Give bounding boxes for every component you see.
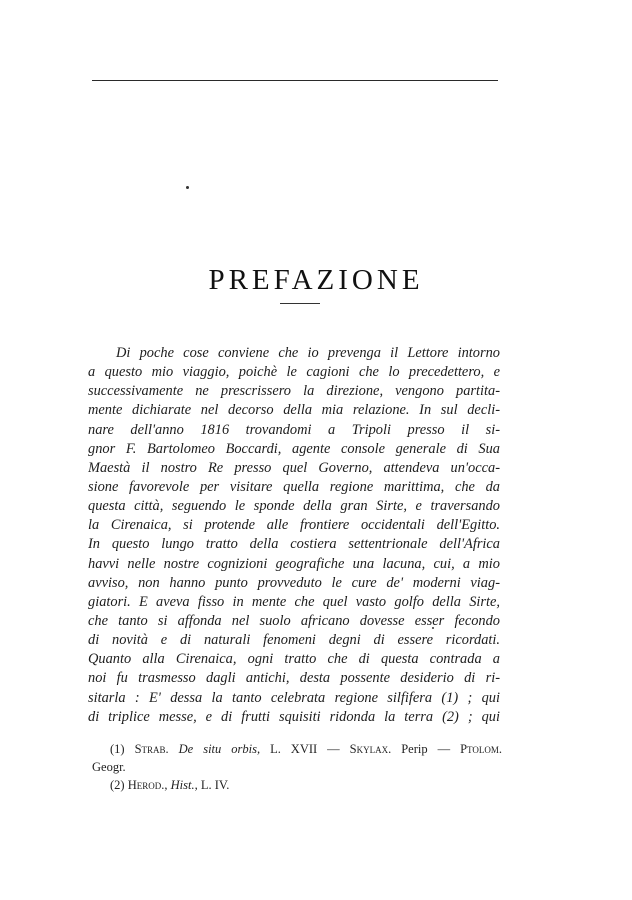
text-line: di triplice messe, e di frutti squisiti ridonda la terra (2) ; qui xyxy=(88,708,500,725)
text-line: noi fu trasmesso dagli antichi, desta possente desiderio di ri- xyxy=(88,670,500,687)
text-line: In questo lungo tratto della costiera settentrionale dell'Africa xyxy=(88,536,500,553)
text-line: la Cirenaica, si protende alle frontiere occidentali dell'Egitto. xyxy=(88,517,500,534)
footnote-author: Strab. xyxy=(134,742,169,756)
text-line: gnor F. Bartolomeo Boccardi, agente console generale di Sua xyxy=(88,440,500,457)
text-line: Maestà il nostro Re presso quel Governo, attendeva un'occa- xyxy=(88,459,500,476)
text-line: successivamente ne prescrissero la direzione, vengono partita- xyxy=(88,383,500,400)
text-line: Di poche cose conviene che io prevenga il Lettore intorno xyxy=(116,345,500,361)
footnote-ref: L. XVII — xyxy=(270,742,340,756)
footnote-work: De situ orbis, xyxy=(178,742,261,756)
text-line: havvi nelle nostre cognizioni geografiche una lacuna, cui, a mio xyxy=(88,555,500,572)
footnote-work: Hist., xyxy=(170,778,198,792)
footnote-ref: Perip — xyxy=(401,742,451,756)
footnotes xyxy=(92,740,502,794)
text-line: che tanto si affonda nel suolo africano dovesse esser fecondo xyxy=(88,612,500,629)
text-line: avviso, non hanno punto provveduto le cure de' moderni viag- xyxy=(88,574,500,591)
footnote-marker: (1) xyxy=(110,742,125,756)
text-line: giatori. E aveva fisso in mente che quel vasto golfo della Sirte, xyxy=(88,593,500,610)
text-line: nare dell'anno 1816 trovandomi a Tripoli presso il si- xyxy=(88,421,500,438)
footnote-marker: (2) xyxy=(110,778,125,792)
header-rule xyxy=(92,80,498,81)
text-line: a questo mio viaggio, poichè le cagioni che lo precedettero, e xyxy=(88,364,500,381)
footnote-ref: L. IV. xyxy=(200,778,230,792)
text-line: Quanto alla Cirenaica, ogni tratto che di questa contrada a xyxy=(88,651,500,668)
text-line: mente dichiarate nel decorso della mia relazione. In sul decli- xyxy=(88,402,500,419)
text-line: di novità e di naturali fenomeni degni di essere ricordati. xyxy=(88,632,500,649)
preface-paragraph xyxy=(88,344,500,727)
footnote-2 xyxy=(92,776,502,794)
footnote-1-continuation: Geogr. xyxy=(92,760,126,774)
text-line: sitarla : E' dessa la tanto celebrata regione silfifera (1) ; qui xyxy=(88,689,500,706)
footnote-author: Skylax. xyxy=(349,742,392,756)
ink-speck xyxy=(186,186,189,189)
footnote-1 xyxy=(92,740,502,758)
title-rule xyxy=(280,303,320,304)
footnote-author: Ptolom. xyxy=(460,742,502,756)
page-title: PREFAZIONE xyxy=(208,264,424,296)
footnote-author: Herod., xyxy=(127,778,168,792)
text-line: questa città, seguendo le sponde della gran Sirte, e traversando xyxy=(88,498,500,515)
text-line: sione favorevole per visitare quella regione marittima, che da xyxy=(88,478,500,495)
